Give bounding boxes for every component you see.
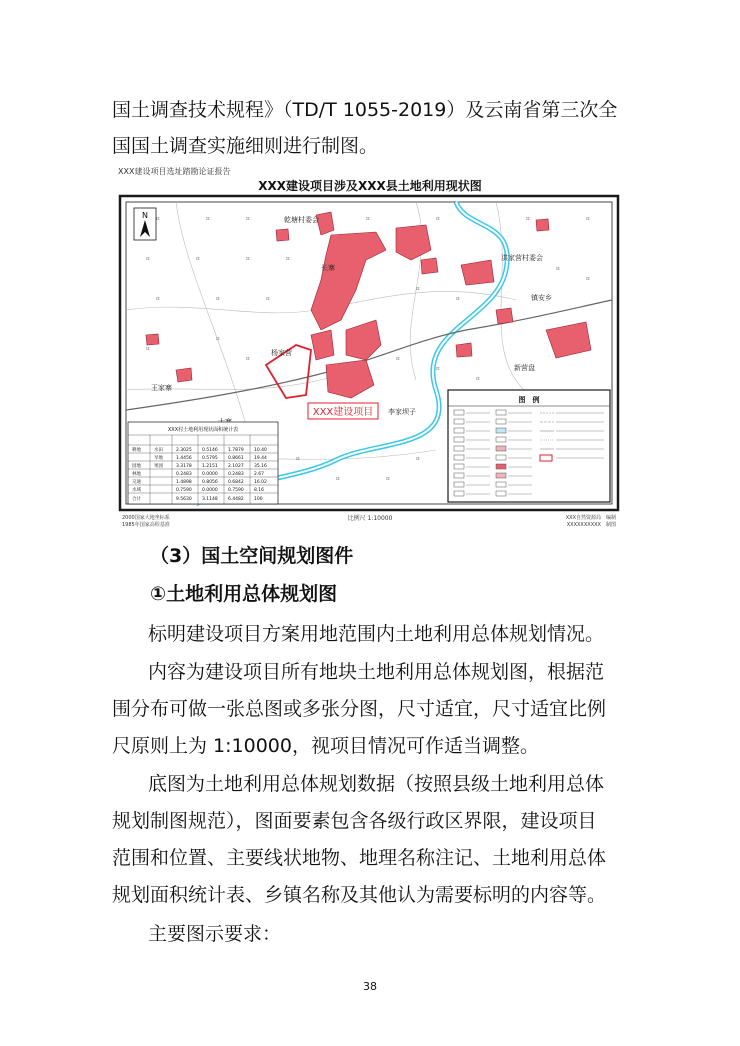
paragraph-2-line-1: 内容为建设项目所有地块土地利用总体规划图，根据范 (148, 661, 605, 683)
table-cell: 0.5795 (202, 456, 218, 461)
svg-text:ɪɪ: ɪɪ (456, 296, 460, 302)
table-cell: 19.44 (254, 456, 267, 461)
table-cell: 0.2483 (176, 472, 192, 477)
svg-text:ɪɪ: ɪɪ (366, 216, 370, 222)
place-name-4: 镇安乡 (531, 294, 552, 302)
map-report-header: XXX建设项目选址踏勘论证报告 (118, 167, 231, 176)
svg-text:ɪɪ: ɪɪ (286, 256, 290, 262)
paragraph-1: 标明建设项目方案用地范围内土地利用总体规划情况。 (148, 623, 605, 645)
svg-text:ɪɪ: ɪɪ (246, 356, 250, 362)
svg-text:ɪɪ: ɪɪ (476, 376, 480, 382)
map-title: XXX建设项目涉及XXX县土地利用现状图 (258, 179, 482, 193)
table-cell: 0.8056 (202, 480, 218, 485)
svg-text:ɪɪ: ɪɪ (436, 216, 440, 222)
svg-text:ɪɪ: ɪɪ (246, 216, 250, 222)
table-cell: 100 (254, 497, 263, 502)
svg-text:ɪɪ: ɪɪ (296, 456, 300, 462)
table-cell: 合计 (132, 497, 141, 502)
table-cell: 1.4456 (176, 456, 192, 461)
table-cell: 1.4898 (176, 480, 192, 485)
table-cell: 16.02 (254, 480, 267, 485)
page-number: 38 (363, 980, 377, 993)
svg-text:ɪɪ: ɪɪ (586, 276, 590, 282)
svg-text:ɪɪ: ɪɪ (146, 346, 150, 352)
table-cell: 交通 (132, 480, 141, 485)
svg-text:ɪɪ: ɪɪ (396, 356, 400, 362)
table-cell: 3.1148 (202, 497, 218, 502)
table-cell: 6.4482 (228, 497, 244, 502)
svg-text:N: N (142, 211, 148, 220)
paragraph-3-line-2: 规划制图规范），图面要素包含各级行政区界限，建设项目 (112, 810, 597, 832)
table-cell: 水域 (132, 488, 141, 493)
place-name-5: 新营盘 (514, 364, 535, 372)
svg-text:ɪɪ: ɪɪ (416, 286, 420, 292)
project-label: XXX建设项目 (312, 407, 374, 418)
footer-right-1: XXX自然资源局 编制 (565, 515, 616, 521)
svg-text:ɪɪ: ɪɪ (336, 476, 340, 482)
paragraph-2-line-3: 尺原则上为 1:10000，视项目情况可作适当调整。 (112, 735, 539, 757)
table-cell: 耕地 (132, 448, 141, 453)
north-arrow-icon (134, 208, 156, 240)
land-use-map-figure (116, 160, 624, 532)
table-cell: 10.40 (254, 448, 267, 453)
table-cell: 8.16 (254, 488, 265, 493)
table-cell: 9.5630 (176, 497, 192, 502)
table-cell: 0.0000 (202, 488, 218, 493)
place-name-7: 王家寨 (151, 384, 172, 392)
table-cell: 旱地 (154, 456, 163, 461)
table-cell: 林地 (132, 472, 141, 477)
table-cell: 果园 (154, 464, 163, 469)
place-name-9: 李家坝子 (388, 408, 416, 416)
table-cell: 1.2151 (202, 464, 218, 469)
legend-title: 图 例 (518, 396, 540, 404)
table-cell: 0.7590 (176, 488, 192, 493)
body-line-1: 国土调查技术规程》（TD/T 1055-2019）及云南省第三次全 (112, 99, 618, 121)
map-scale: 比例尺 1:10000 (347, 515, 393, 522)
place-name-1: 乾塘村委会 (284, 216, 319, 224)
svg-text:ɪɪ: ɪɪ (196, 256, 200, 262)
table-cell: 0.2483 (228, 472, 244, 477)
table-cell: 水田 (154, 448, 163, 453)
svg-text:ɪɪ: ɪɪ (156, 296, 160, 302)
footer-right-2: XXXXXXXXXX 制图 (566, 522, 616, 528)
footer-left-1: 2000国家大地坐标系 (122, 515, 170, 521)
body-line-2: 国国土调查实施细则进行制图。 (112, 135, 379, 157)
sub-heading: ①土地利用总体规划图 (150, 583, 338, 605)
table-cell: 0.8661 (228, 456, 244, 461)
table-cell: 0.0000 (202, 472, 218, 477)
table-cell: 2.3025 (176, 448, 192, 453)
table-cell: 1.7879 (228, 448, 244, 453)
section-heading: （3）国土空间规划图件 (150, 545, 354, 567)
svg-text:ɪɪ: ɪɪ (146, 256, 150, 262)
map-legend (448, 390, 610, 502)
paragraph-3-line-3: 范围和位置、主要线状地物、地理名称注记、土地利用总体 (112, 847, 607, 869)
svg-text:ɪɪ: ɪɪ (436, 366, 440, 372)
svg-text:ɪɪ: ɪɪ (586, 216, 590, 222)
svg-text:ɪɪ: ɪɪ (266, 296, 270, 302)
svg-text:ɪɪ: ɪɪ (216, 336, 220, 342)
table-cell: 0.7590 (228, 488, 244, 493)
table-cell: 2.67 (254, 472, 265, 477)
table-title: XXX村土地利用现状面积统计表 (167, 427, 239, 433)
svg-text:ɪɪ: ɪɪ (156, 216, 160, 222)
paragraph-2-line-2: 围分布可做一张总图或多张分图，尺寸适宜，尺寸适宜比例 (112, 698, 607, 720)
svg-text:ɪɪ: ɪɪ (386, 476, 390, 482)
table-cell: 0.6842 (228, 480, 244, 485)
table-cell: 3.3178 (176, 464, 192, 469)
place-name-3: 洪家营村委会 (501, 254, 543, 262)
footer-left-2: 1985年国家高程基准 (122, 522, 170, 528)
table-cell: 2.1027 (228, 464, 244, 469)
svg-text:ɪɪ: ɪɪ (526, 216, 530, 222)
table-cell: 园地 (132, 464, 141, 469)
paragraph-4: 主要图示要求： (148, 923, 282, 945)
statistics-table (128, 422, 278, 504)
svg-text:ɪɪ: ɪɪ (216, 296, 220, 302)
svg-text:ɪɪ: ɪɪ (206, 216, 210, 222)
svg-text:ɪɪ: ɪɪ (246, 256, 250, 262)
paragraph-3-line-1: 底图为土地利用总体规划数据（按照县级土地利用总体 (148, 773, 605, 795)
place-name-2: 长寨 (321, 264, 335, 272)
place-name-6: 杨家营 (271, 349, 292, 357)
svg-text:ɪɪ: ɪɪ (416, 456, 420, 462)
table-cell: 35.16 (254, 464, 267, 469)
svg-text:ɪɪ: ɪɪ (556, 266, 560, 272)
table-cell: 0.5146 (202, 448, 218, 453)
paragraph-3-line-4: 规划面积统计表、乡镇名称及其他认为需要标明的内容等。 (112, 884, 607, 906)
